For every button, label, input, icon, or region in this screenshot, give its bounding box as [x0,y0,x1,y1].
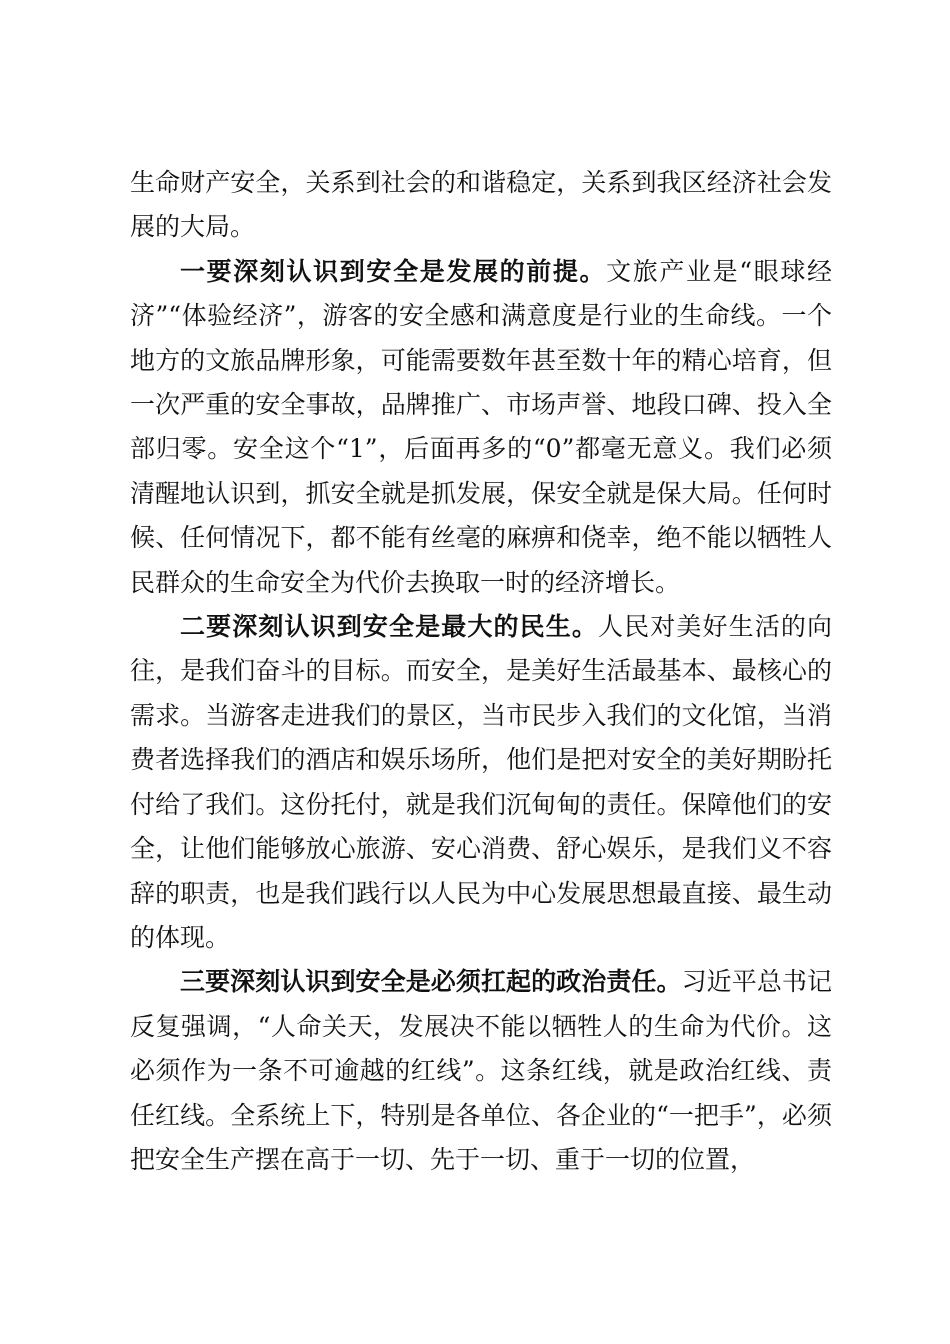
paragraph-safety-livelihood [130,605,832,960]
paragraph-text: 生命财产安全，关系到社会的和谐稳定，关系到我区经济社会发展的大局。 [130,168,832,242]
paragraph-lead: 一要深刻认识到安全是发展的前提。 [180,256,607,286]
paragraph-text: 文旅产业是“眼球经济”“体验经济”，游客的安全感和满意度是行业的生命线。一个地方的文旅品牌形象，可能需要数年甚至数十年的精心培育，但一次严重的安全事故，品牌推广、市场声誉、地段口碑、投入全部归零。安全这个“1”，后面再多的“0”都毫无意义。我们必须清醒地认识到，抓安全就是抓发展，保安全就是保大局。任何时候、任何情况下，都不能有丝毫的麻痹和侥幸，绝不能以牺牲人民群众的生命安全为代价去换取一时的经济增长。 [130,256,832,597]
paragraph-lead: 三要深刻认识到安全是必须扛起的政治责任。 [180,967,682,997]
paragraph-lead: 二要深刻认识到安全是最大的民生。 [180,612,598,642]
paragraph-text: 人民对美好生活的向往，是我们奋斗的目标。而安全，是美好生活最基本、最核心的需求。当游客走进我们的景区，当市民步入我们的文化馆，当消费者选择我们的酒店和娱乐场所，他们是把对安全的美好期盼托付给了我们。这份托付，就是我们沉甸甸的责任。保障他们的安全，让他们能够放心旅游、安心消费、舒心娱乐，是我们义不容辞的职责，也是我们践行以人民为中心发展思想最直接、最生动的体现。 [130,612,832,952]
paragraph-continuation [130,161,832,250]
paragraph-text: 习近平总书记反复强调，“人命关天，发展决不能以牺牲人的生命为代价。这必须作为一条不可逾越的红线”。这条红线，就是政治红线、责任红线。全系统上下，特别是各单位、各企业的“一把手”，必须把安全生产摆在高于一切、先于一切、重于一切的位置， [130,967,832,1174]
document-body [130,161,832,1182]
paragraph-political-responsibility [130,960,832,1182]
paragraph-safety-prerequisite [130,250,832,605]
